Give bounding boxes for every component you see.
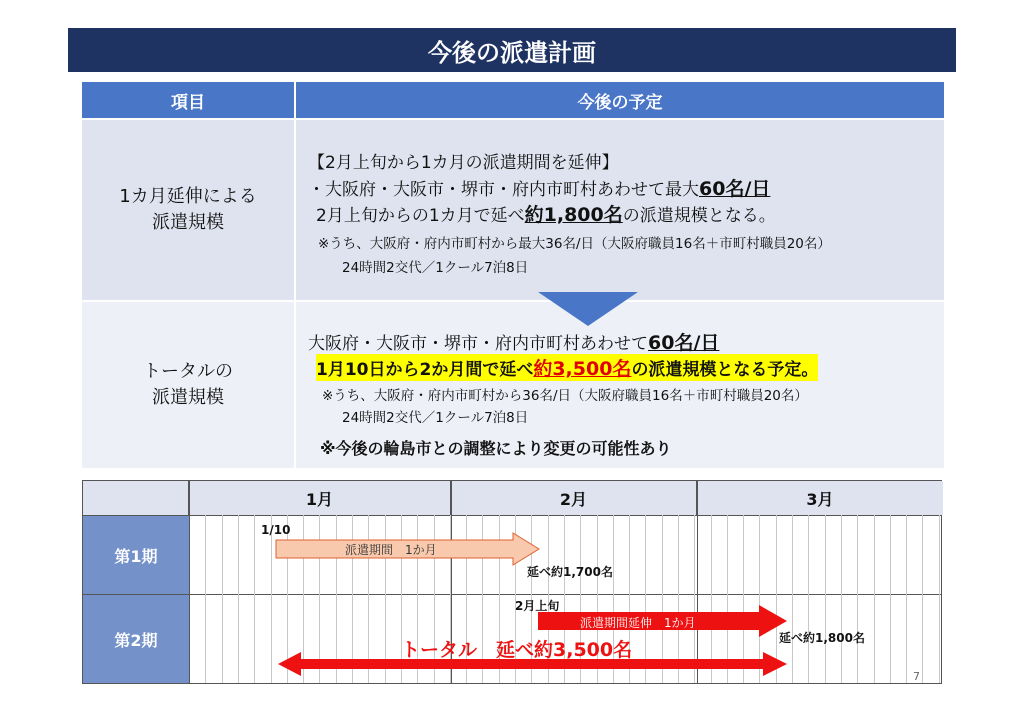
phase2-total-label: 延べ約1,800名 bbox=[779, 631, 865, 645]
header-plan: 今後の予定 bbox=[296, 82, 944, 118]
row2-line1 bbox=[308, 328, 719, 355]
row1-label-line1: 1カ月延伸による bbox=[119, 186, 257, 207]
row1-line2-text: 2月上旬からの1カ月で延べ bbox=[316, 206, 525, 226]
phase2-bar-label: 派遣期間延伸 1か月 bbox=[580, 616, 696, 630]
row2-label bbox=[82, 302, 294, 468]
phase1-bar-label: 派遣期間 1か月 bbox=[345, 543, 437, 557]
phase1-total-label: 延べ約1,700名 bbox=[527, 565, 613, 579]
row2-label-line1: トータルの bbox=[143, 361, 233, 382]
row1-heading: 【2月上旬から1カ月の派遣期間を延伸】 bbox=[308, 153, 619, 173]
row1-line1-emphasis: 60名/日 bbox=[699, 178, 771, 200]
row2-note1: ※うち、大阪府・府内市町村から36名/日（大阪府職員16名＋市町村職員20名） bbox=[322, 388, 808, 404]
month-feb: 2月 bbox=[451, 481, 697, 515]
down-arrow-icon bbox=[538, 292, 638, 326]
row2-label-line2: 派遣規模 bbox=[152, 387, 224, 408]
row2-line2-emphasis: 約3,500名 bbox=[533, 358, 632, 380]
phase1-label: 第1期 bbox=[83, 516, 189, 594]
row2-line2 bbox=[316, 354, 818, 381]
row1-note2: 24時間2交代／1クール7泊8日 bbox=[342, 260, 529, 276]
row2-line2-text: 1月10日から2か月間で延べ bbox=[316, 360, 534, 380]
month-mar: 3月 bbox=[697, 481, 943, 515]
row1-line2 bbox=[316, 200, 776, 227]
row2-content bbox=[296, 302, 944, 468]
row1-content bbox=[296, 120, 944, 300]
row1-note1: ※うち、大阪府・府内市町村から最大36名/日（大阪府職員16名＋市町村職員20名） bbox=[318, 236, 831, 252]
overall-total-label: トータル 延べ約3,500名 bbox=[401, 639, 633, 661]
row1-line1 bbox=[308, 174, 770, 201]
row2-line1-emphasis: 60名/日 bbox=[648, 332, 720, 354]
page-title: 今後の派遣計画 bbox=[68, 28, 956, 72]
row1-label-line2: 派遣規模 bbox=[152, 212, 224, 233]
header-item: 項目 bbox=[82, 82, 294, 118]
row1-label bbox=[82, 120, 294, 300]
page-number: 7 bbox=[913, 670, 920, 683]
month-jan: 1月 bbox=[189, 481, 451, 515]
phase2-label: 第2期 bbox=[83, 595, 189, 683]
row2-note3: ※今後の輪島市との調整により変更の可能性あり bbox=[320, 439, 672, 458]
phase2-start-label: 2月上旬 bbox=[515, 599, 560, 613]
row2-line1-text: 大阪府・大阪市・堺市・府内市町村あわせて bbox=[308, 334, 648, 354]
row1-line1-text: ・大阪府・大阪市・堺市・府内市町村あわせて最大 bbox=[308, 180, 699, 200]
row1-line2-emphasis: 約1,800名 bbox=[524, 204, 623, 226]
schedule-gantt bbox=[82, 480, 942, 684]
row2-note2: 24時間2交代／1クール7泊8日 bbox=[342, 410, 529, 426]
phase1-start-label: 1/10 bbox=[261, 523, 291, 537]
row2-line2-suffix: の派遣規模となる予定。 bbox=[631, 360, 819, 380]
row1-line2-suffix: の派遣規模となる。 bbox=[622, 206, 776, 226]
